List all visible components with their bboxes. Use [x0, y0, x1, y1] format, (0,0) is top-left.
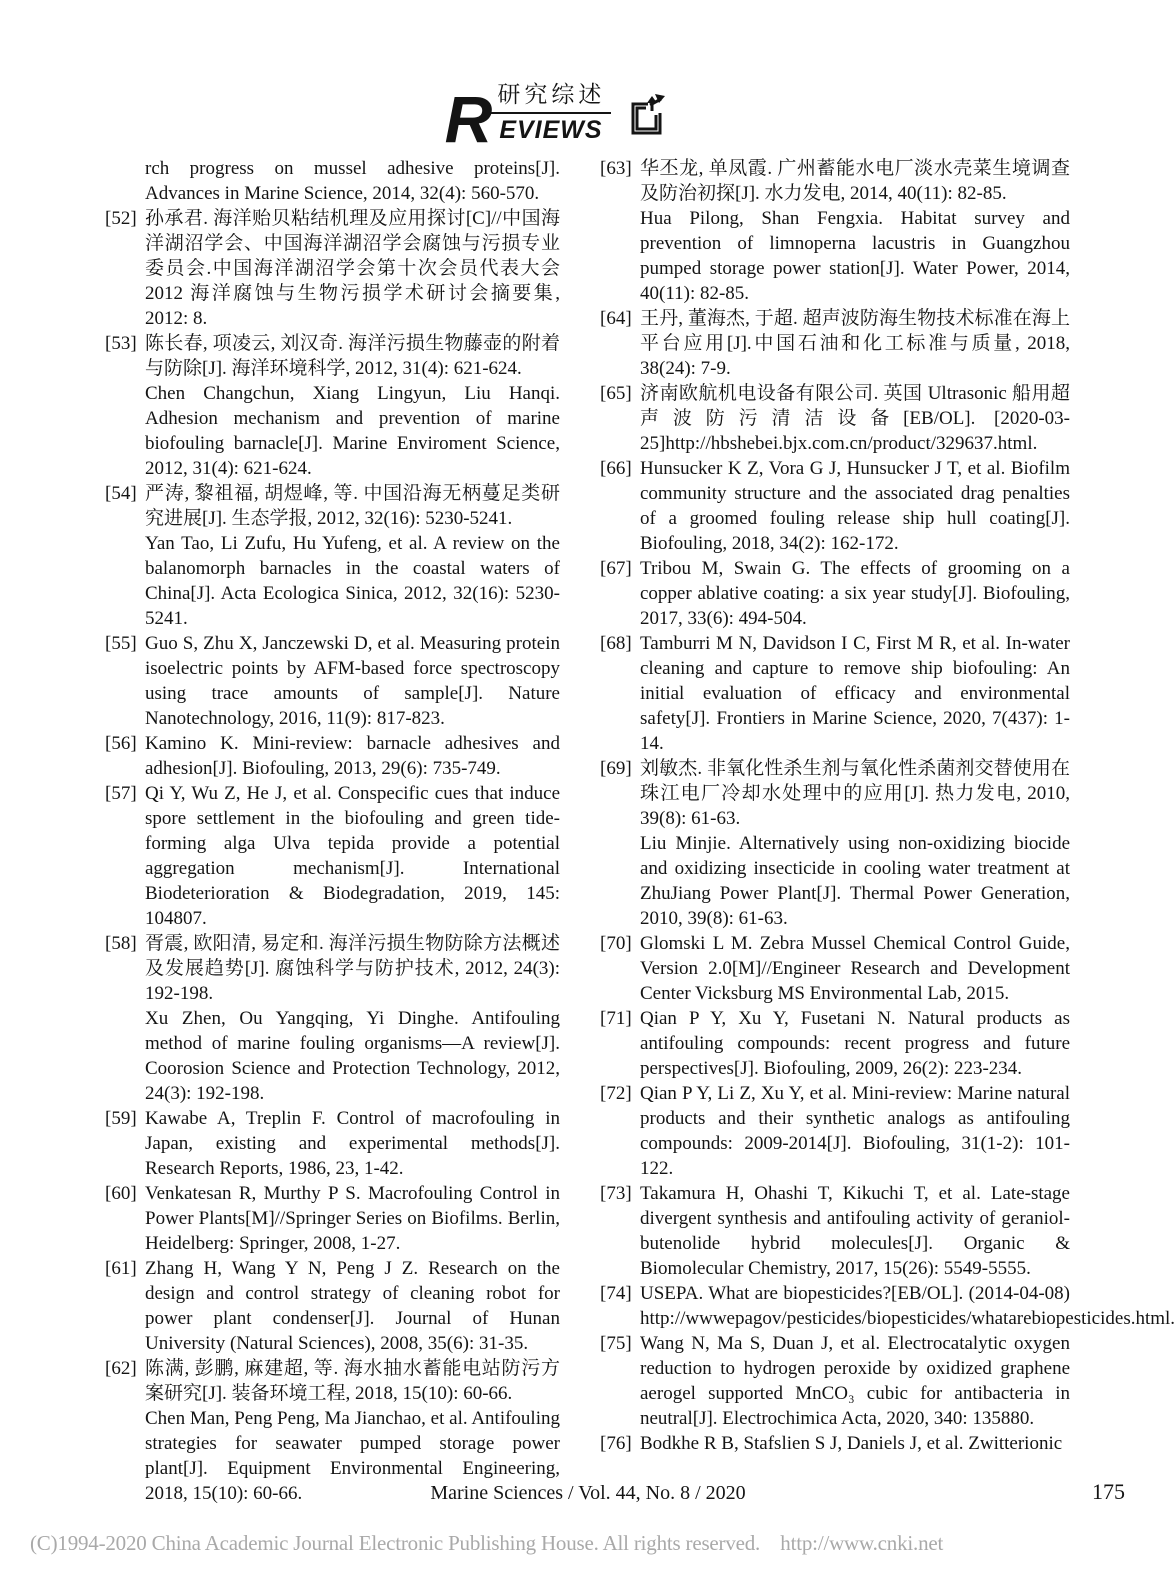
page-arrows-icon	[619, 90, 671, 147]
reference-text: Qian P Y, Xu Y, Fusetani N. Natural products as antifouling compounds: recent progress and future perspectives[J]. Biofouling, 2009, 26(2): 223-234.	[640, 1008, 1070, 1079]
reference-item	[600, 1181, 1070, 1281]
reference-text: Yan Tao, Li Zufu, Hu Yufeng, et al. A review on the balanomorph barnacles in the coastal waters of China[J]. Acta Ecologica Sinica, 2012, 32(16): 5230-5241.	[145, 533, 560, 629]
reference-number: [71]	[600, 1008, 632, 1029]
reference-number: [61]	[105, 1258, 137, 1279]
reference-text: Tribou M, Swain G. The effects of grooming on a copper ablative coating: a six year study[J]. Biofouling, 2017, 33(6): 494-504.	[640, 558, 1070, 629]
reference-text: Qian P Y, Li Z, Xu Y, et al. Mini-review: Marine natural products and their synthetic analogs as antifouling compounds: 2009-2014[J]. Biofouling, 31(1-2): 101-122.	[640, 1083, 1070, 1179]
reference-text: Chen Man, Peng Peng, Ma Jianchao, et al. Antifouling strategies for seawater pumped storage power plant[J]. Equipment Environmental Engineering, 2018, 15(10): 60-66.	[145, 1408, 560, 1504]
reference-item	[600, 1331, 1070, 1431]
reference-text: 王丹, 董海杰, 于超. 超声波防海生物技术标准在海上平台应用[J].中国石油和化工标准与质量, 2018, 38(24): 7-9.	[640, 308, 1070, 379]
reference-text: Zhang H, Wang Y N, Peng J Z. Research on the design and control strategy of cleaning robot for power plant condenser[J]. Journal of Hunan University (Natural Sciences), 2008, 35(6): 31-35.	[145, 1258, 560, 1354]
reference-text: Guo S, Zhu X, Janczewski D, et al. Measuring protein isoelectric points by AFM-based force spectroscopy using trace amounts of sample[J]. Nature Nanotechnology, 2016, 11(9): 817-823.	[145, 633, 560, 729]
page-number: 175	[1092, 1479, 1125, 1504]
reference-item	[105, 156, 560, 206]
reference-text: 陈长春, 项凌云, 刘汉奇. 海洋污损生物藤壶的附着与防除[J]. 海洋环境科学, 2012, 31(4): 621-624.	[145, 333, 560, 379]
logo-text-stack	[491, 76, 611, 145]
reference-number: [55]	[105, 633, 137, 654]
reference-text: Wang N, Ma S, Duan J, et al. Electrocatalytic oxygen reduction to hydrogen peroxide by oxidized graphene aerogel supported MnCO₃ cubic for antibacteria in neutral[J]. Electrochimica Acta, 2020, 340: 135880.	[640, 1333, 1070, 1429]
reference-text: Chen Changchun, Xiang Lingyun, Liu Hanqi. Adhesion mechanism and prevention of marine biofouling barnacle[J]. Marine Enviroment Science, 2012, 31(4): 621-624.	[145, 383, 560, 479]
reviews-logo	[444, 76, 672, 156]
reference-number: [72]	[600, 1083, 632, 1104]
reference-text: Liu Minjie. Alternatively using non-oxidizing biocide and oxidizing insecticide in cooling water treatment at ZhuJiang Power Plant[J]. Thermal Power Generation, 2010, 39(8): 61-63.	[640, 833, 1070, 929]
reference-text: Bodkhe R B, Stafslien S J, Daniels J, et al. Zwitterionic	[640, 1433, 1063, 1454]
reference-text: Hunsucker K Z, Vora G J, Hunsucker J T, et al. Biofilm community structure and the associated drag penalties of a groomed fouling release ship hull coating[J]. Biofouling, 2018, 34(2): 162-172.	[640, 458, 1070, 554]
reference-item	[600, 156, 1070, 306]
reference-number: [53]	[105, 333, 137, 354]
reference-item	[105, 631, 560, 731]
reference-item	[600, 456, 1070, 556]
logo-chinese-title: 研究综述	[491, 76, 611, 114]
reference-number: [67]	[600, 558, 632, 579]
journal-footer: Marine Sciences / Vol. 44, No. 8 / 2020	[430, 1482, 746, 1504]
reference-text: Glomski L M. Zebra Mussel Chemical Control Guide, Version 2.0[M]//Engineer Research and Development Center Vicksburg MS Environmental Lab, 2015.	[640, 933, 1070, 1004]
reference-text: Venkatesan R, Murthy P S. Macrofouling Control in Power Plants[M]//Springer Series on Biofilms. Berlin, Heidelberg: Springer, 2008, 1-27.	[145, 1183, 560, 1254]
reference-text: 华丕龙, 单凤霞. 广州蓄能水电厂淡水壳菜生境调查及防治初探[J]. 水力发电, 2014, 40(11): 82-85.	[640, 158, 1070, 204]
reference-text: Kawabe A, Treplin F. Control of macrofouling in Japan, existing and experimental methods[J]. Research Reports, 1986, 23, 1-42.	[145, 1108, 560, 1179]
reference-item	[600, 381, 1070, 456]
reference-item	[600, 756, 1070, 931]
page-header	[0, 76, 1176, 156]
reference-item	[105, 1256, 560, 1356]
reference-item	[600, 631, 1070, 756]
reference-text: Xu Zhen, Ou Yangqing, Yi Dinghe. Antifouling method of marine fouling organisms—A review[J]. Coorosion Science and Protection Technology, 2012, 24(3): 192-198.	[145, 1008, 560, 1104]
reference-item	[600, 1006, 1070, 1081]
reference-number: [75]	[600, 1333, 632, 1354]
reference-text: 刘敏杰. 非氧化性杀生剂与氧化性杀菌剂交替使用在珠江电厂冷却水处理中的应用[J]. 热力发电, 2010, 39(8): 61-63.	[640, 758, 1070, 829]
reference-text: Tamburri M N, Davidson I C, First M R, et al. In-water cleaning and capture to remove ship biofouling: An initial evaluation of efficacy and environmental safety[J]. Frontiers in Marine Science, 2020, 7(437): 1-14.	[640, 633, 1070, 754]
reference-item	[600, 931, 1070, 1006]
reference-number: [66]	[600, 458, 632, 479]
logo-letter-r: R	[444, 81, 490, 156]
reference-item	[105, 1181, 560, 1256]
reference-text: rch progress on mussel adhesive proteins[J]. Advances in Marine Science, 2014, 32(4): 560-570.	[145, 158, 560, 204]
reference-number: [64]	[600, 308, 632, 329]
reference-text: 孙承君. 海洋贻贝粘结机理及应用探讨[C]//中国海洋湖沼学会、中国海洋湖沼学会腐蚀与污损专业委员会.中国海洋湖沼学会第十次会员代表大会 2012 海洋腐蚀与生物污损学术研讨会摘要集, 2012: 8.	[145, 208, 560, 329]
reference-item	[105, 1106, 560, 1181]
reference-text: 胥震, 欧阳清, 易定和. 海洋污损生物防除方法概述及发展趋势[J]. 腐蚀科学与防护技术, 2012, 24(3): 192-198.	[145, 933, 560, 1004]
logo-english-title: EVIEWS	[499, 116, 603, 144]
references-column-left	[105, 156, 560, 1506]
reference-number: [70]	[600, 933, 632, 954]
reference-item	[105, 481, 560, 631]
reference-number: [69]	[600, 758, 632, 779]
reference-item	[105, 206, 560, 331]
reference-number: [74]	[600, 1283, 632, 1304]
reference-number: [62]	[105, 1358, 137, 1379]
reference-text: USEPA. What are biopesticides?[EB/OL]. (2014-04-08) http://wwwepagov/pesticides/biopesticides/whatarebiopesticides.html.	[640, 1283, 1176, 1329]
reference-number: [56]	[105, 733, 137, 754]
reference-number: [52]	[105, 208, 137, 229]
reference-number: [58]	[105, 933, 137, 954]
reference-item	[600, 1281, 1176, 1331]
reference-number: [57]	[105, 783, 137, 804]
reference-number: [73]	[600, 1183, 632, 1204]
reference-text: Kamino K. Mini-review: barnacle adhesives and adhesion[J]. Biofouling, 2013, 29(6): 735-749.	[145, 733, 560, 779]
reference-item	[105, 331, 560, 481]
reference-number: [65]	[600, 383, 632, 404]
reference-item	[105, 731, 560, 781]
reference-text: 陈满, 彭鹏, 麻建超, 等. 海水抽水蓄能电站防污方案研究[J]. 装备环境工程, 2018, 15(10): 60-66.	[145, 1358, 560, 1404]
reference-number: [63]	[600, 158, 632, 179]
reference-item	[105, 931, 560, 1106]
reference-item	[600, 1081, 1070, 1181]
reference-item	[600, 556, 1070, 631]
reference-number: [76]	[600, 1433, 632, 1454]
reference-text: 济南欧航机电设备有限公司. 英国 Ultrasonic 船用超声波防污清洁设备[EB/OL]. [2020-03-25]http://hbshebei.bjx.com.cn/product/329637.html.	[640, 383, 1070, 454]
reference-item	[105, 781, 560, 931]
reference-text: Hua Pilong, Shan Fengxia. Habitat survey and prevention of limnoperna lacustris in Guangzhou pumped storage power station[J]. Water Power, 2014, 40(11): 82-85.	[640, 208, 1070, 304]
reference-item	[600, 306, 1070, 381]
reference-text: Qi Y, Wu Z, He J, et al. Conspecific cues that induce spore settlement in the biofouling and green tide- forming alga Ulva tepida provide a potential aggregation mechanism[J]. International Biodeterioration & Biodegradation, 2019, 145: 104807.	[145, 783, 560, 929]
reference-number: [60]	[105, 1183, 137, 1204]
reference-number: [68]	[600, 633, 632, 654]
reference-number: [59]	[105, 1108, 137, 1129]
reference-text: Takamura H, Ohashi T, Kikuchi T, et al. Late-stage divergent synthesis and antifouling activity of geraniol-butenolide hybrid molecules[J]. Organic & Biomolecular Chemistry, 2017, 15(26): 5549-5555.	[640, 1183, 1070, 1279]
copyright-notice: (C)1994-2020 China Academic Journal Electronic Publishing House. All rights reserved. http://www.cnki.net	[30, 1531, 944, 1555]
reference-text: 严涛, 黎祖福, 胡煜峰, 等. 中国沿海无柄蔓足类研究进展[J]. 生态学报, 2012, 32(16): 5230-5241.	[145, 483, 560, 529]
reference-item	[600, 1431, 1070, 1456]
reference-number: [54]	[105, 483, 137, 504]
